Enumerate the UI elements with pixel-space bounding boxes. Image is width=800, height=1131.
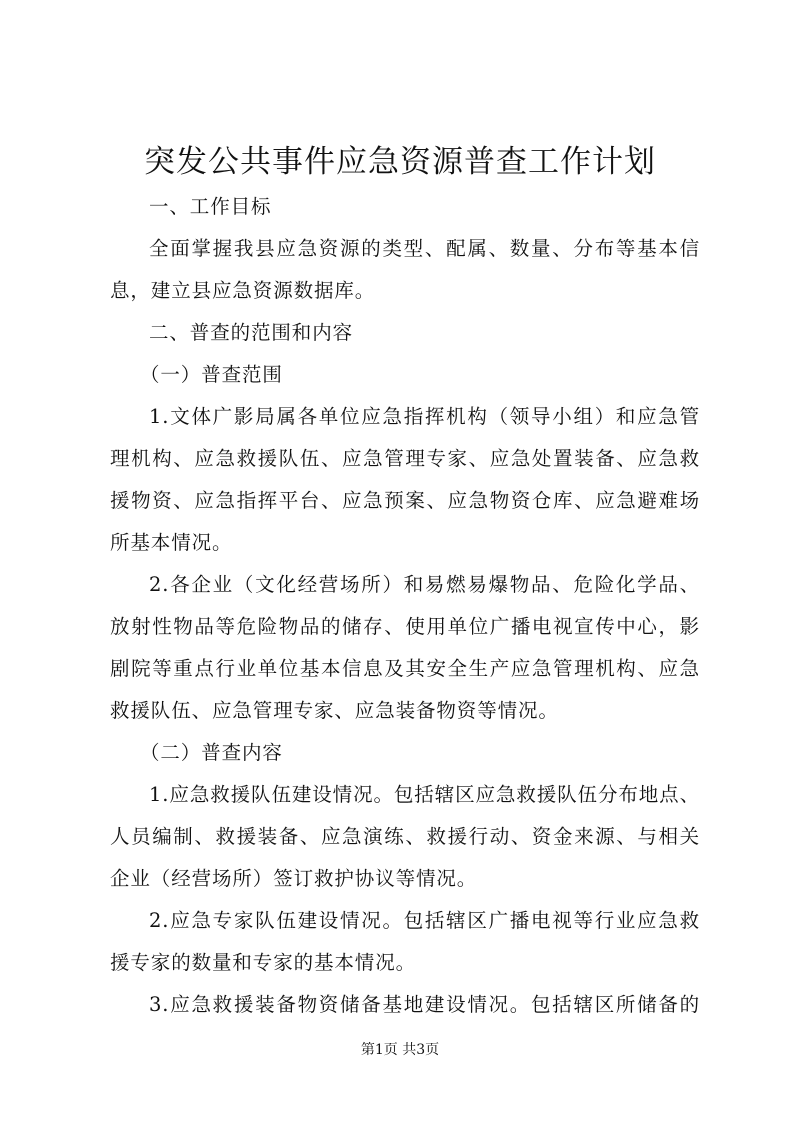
section-heading-1: 一、工作目标	[149, 195, 272, 218]
paragraph-line: 援物资、应急指挥平台、应急预案、应急物资仓库、应急避难场	[110, 489, 700, 512]
paragraph-line: 剧院等重点行业单位基本信息及其安全生产应急管理机构、应急	[110, 657, 700, 680]
paragraph-line: 援专家的数量和专家的基本情况。	[110, 951, 417, 974]
paragraph-line: 放射性物品等危险物品的储存、使用单位广播电视宣传中心，影	[110, 615, 700, 638]
paragraph-line: 1.应急救援队伍建设情况。包括辖区应急救援队伍分布地点、	[149, 783, 700, 806]
page-footer: 第1页 共3页	[360, 1042, 440, 1058]
paragraph-line: 1.文体广影局属各单位应急指挥机构（领导小组）和应急管	[149, 405, 700, 428]
paragraph-line: 所基本情况。	[110, 531, 233, 554]
paragraph-line: 理机构、应急救援队伍、应急管理专家、应急处置装备、应急救	[110, 447, 700, 470]
paragraph-line: 全面掌握我县应急资源的类型、配属、数量、分布等基本信	[149, 237, 700, 260]
paragraph-line: 息，建立县应急资源数据库。	[110, 279, 376, 302]
subsection-heading-1: （一）普查范围	[140, 363, 283, 386]
paragraph-line: 3.应急救援装备物资储备基地建设情况。包括辖区所储备的	[149, 993, 700, 1016]
paragraph-line: 企业（经营场所）签订救护协议等情况。	[110, 867, 478, 890]
paragraph-line: 2.应急专家队伍建设情况。包括辖区广播电视等行业应急救	[149, 909, 700, 932]
paragraph-line: 人员编制、救援装备、应急演练、救援行动、资金来源、与相关	[110, 825, 700, 848]
section-heading-2: 二、普查的范围和内容	[149, 321, 354, 344]
document-title: 突发公共事件应急资源普查工作计划	[144, 144, 656, 180]
paragraph-line: 2.各企业（文化经营场所）和易燃易爆物品、危险化学品、	[149, 573, 700, 596]
paragraph-line: 救援队伍、应急管理专家、应急装备物资等情况。	[110, 699, 559, 722]
document-body	[110, 186, 700, 1026]
subsection-heading-2: （二）普查内容	[140, 741, 283, 764]
